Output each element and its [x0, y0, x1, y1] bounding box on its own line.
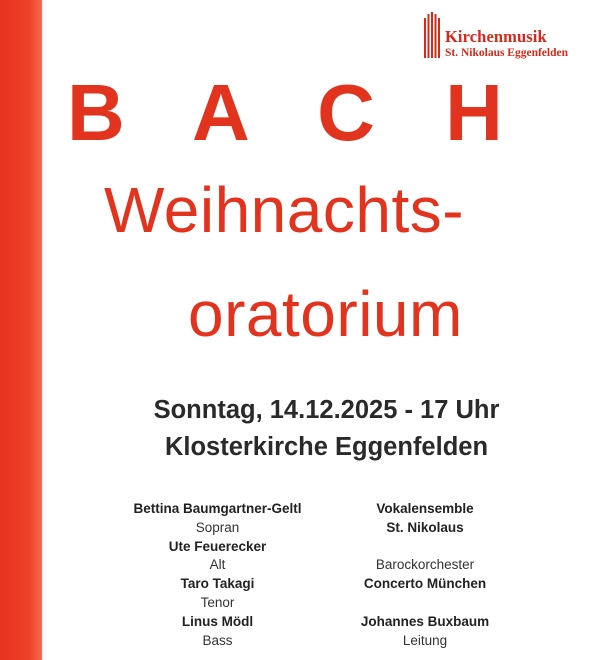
logo-title: Kirchenmusik — [445, 27, 547, 46]
spacer — [335, 538, 515, 557]
spacer — [335, 594, 515, 613]
event-venue: Klosterkirche Eggenfelden — [164, 433, 489, 461]
organ-pipes-icon — [423, 12, 443, 60]
ensembles-list — [335, 500, 515, 650]
soloist-name: Bettina Baumgartner-Geltl — [133, 501, 302, 516]
work-title-line-2: oratorium — [188, 278, 463, 350]
choir-name-line-2: St. Nikolaus — [386, 519, 464, 535]
page-edge-shadow — [42, 0, 48, 660]
choir-name: Vokalensemble — [376, 501, 474, 516]
work-title-line-1: Weihnachts- — [104, 174, 465, 246]
soloist-name: Taro Takagi — [180, 576, 255, 592]
soloist-name: Linus Mödl — [181, 613, 254, 629]
kirchenmusik-logo — [423, 10, 593, 60]
soloist-role: Alt — [209, 557, 226, 573]
soloist-role: Tenor — [200, 594, 235, 610]
conductor-role: Leitung — [402, 632, 448, 648]
logo-subtitle: St. Nikolaus Eggenfelden — [445, 47, 569, 59]
soloist-role: Sopran — [195, 519, 240, 535]
orchestra-name: Concerto München — [363, 576, 487, 592]
soloist-name: Ute Feuerecker — [168, 538, 267, 554]
composer-heading: B A C H — [67, 68, 527, 157]
orchestra-label: Barockorchester — [375, 557, 475, 573]
conductor-name: Johannes Buxbaum — [360, 613, 490, 629]
soloists-list — [105, 500, 330, 650]
soloist-role: Bass — [202, 632, 233, 648]
event-date-time: Sonntag, 14.12.2025 - 17 Uhr — [153, 396, 500, 424]
red-side-stripe — [0, 0, 42, 660]
